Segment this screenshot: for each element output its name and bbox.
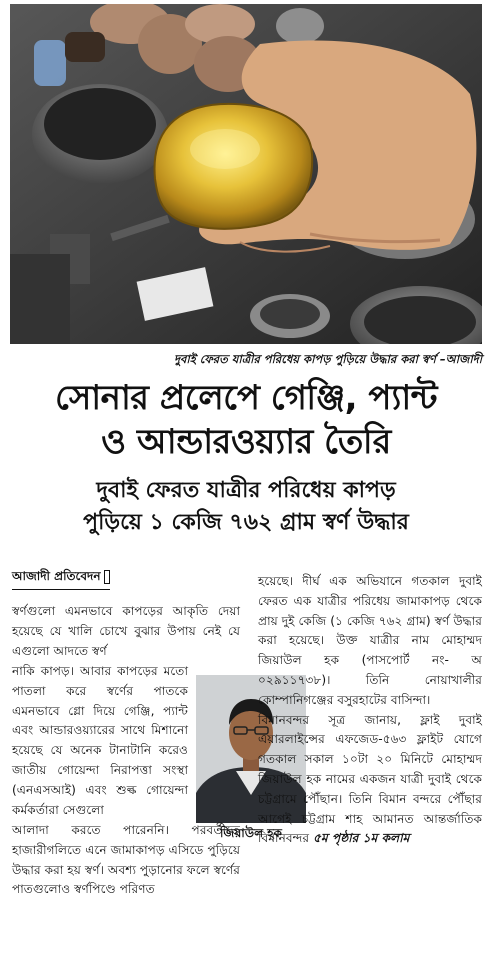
gold-in-hand-image [10,4,482,344]
body-right-column [258,572,482,849]
photo-caption: দুবাই ফেরত যাত্রীর পরিধেয় কাপড় পুড়িয়ে উদ্ধার করা স্বর্ণ –আজাদী [173,352,482,366]
body-paragraph: আলাদা করতে পারেননি। পরবর্তীতে হাজারীগলিতে এনে জামাকাপড় এসিডে পুড়িয়ে উদ্ধার করা হয় স্বর্ণ। অবশ্য পুড়ানোর ফলে স্বর্ণের পাতগুলোও স্বর্ণপিণ্ডে পরিণত [12,823,240,897]
byline [12,568,110,590]
body-paragraph [258,711,482,850]
byline-text: আজাদী প্রতিবেদন [12,569,101,583]
body-left-top [12,602,240,661]
portrait-caption: জিয়াউল হক [196,823,306,843]
subheadline-line-1: দুবাই ফেরত যাত্রীর পরিধেয় কাপড় [96,478,396,503]
body-paragraph-text: বিমানবন্দর সূত্র জানায়, ফ্লাই দুবাই এয়ারলাইন্সের এফজেড-৫৬৩ ফ্লাইট যোগে গতকাল সকাল ১০টা ২০ মিনিটে মোহাম্মদ জিয়াউল হক নামের একজন যাত্রী দুবাই থেকে চট্টগ্রামে পৌঁছান। তিনি বিমান বন্দরে পৌঁছার আগেই চট্টগ্রাম শাহ আমানত আন্তর্জাতিক বিমানবন্দর [258,712,482,846]
body-paragraph: হয়েছে। দীর্ঘ এক অভিযানে গতকাল দুবাই ফেরত এক যাত্রীর পরিধেয় জামাকাপড় থেকে প্রায় দুই কেজি (১ কেজি ৭৬২ গ্রাম) স্বর্ণ উদ্ধার করা হয়েছে। উক্ত যাত্রীর নাম মোহাম্মদ জিয়াউল হক (পাসপোর্ট নং- অ ০২৯১১৭৩৮)। তিনি নোয়াখালীর কোম্পানিগঞ্জের বসুরহাটের বাসিন্দা। [258,574,482,707]
body-left-bottom [12,821,240,900]
body-paragraph: নাকি কাপড়। আবার কাপড়ের মতো পাতলা করে স্বর্ণের পাতকে এমনভাবে গ্লো দিয়ে গেঞ্জি, প্যান্ট এবং আন্ডারওয়্যারের সাথে মিশানো হয়েছে যে অনেক টানাটানি করেও জাতীয় গোয়েন্দা নিরাপত্তা সংস্থা (এনএসআই) এবং শুল্ক গোয়েন্দা কর্মকর্তারা সেগুলো [12,664,188,817]
byline-marker [104,570,110,584]
subheadline-line-2: পুড়িয়ে ১ কেজি ৭৬২ গ্রাম স্বর্ণ উদ্ধার [83,510,409,535]
headline-line-2: ও আন্ডারওয়্যার তৈরি [101,422,391,462]
body-paragraph: স্বর্ণগুলো এমনভাবে কাপড়ের আকৃতি দেয়া হয়েছে যে খালি চোখে বুঝার উপায় নেই যে এগুলো আদতে স্বর্ণ [12,604,240,658]
headline-line-1: সোনার প্রলেপে গেঞ্জি, প্যান্ট [55,378,437,418]
headline [0,376,492,464]
subheadline [0,475,492,539]
continued-on-page-note: ৫ম পৃষ্ঠার ১ম কলাম [313,831,410,846]
gold-photo [10,4,482,344]
body-left-middle [12,662,188,820]
